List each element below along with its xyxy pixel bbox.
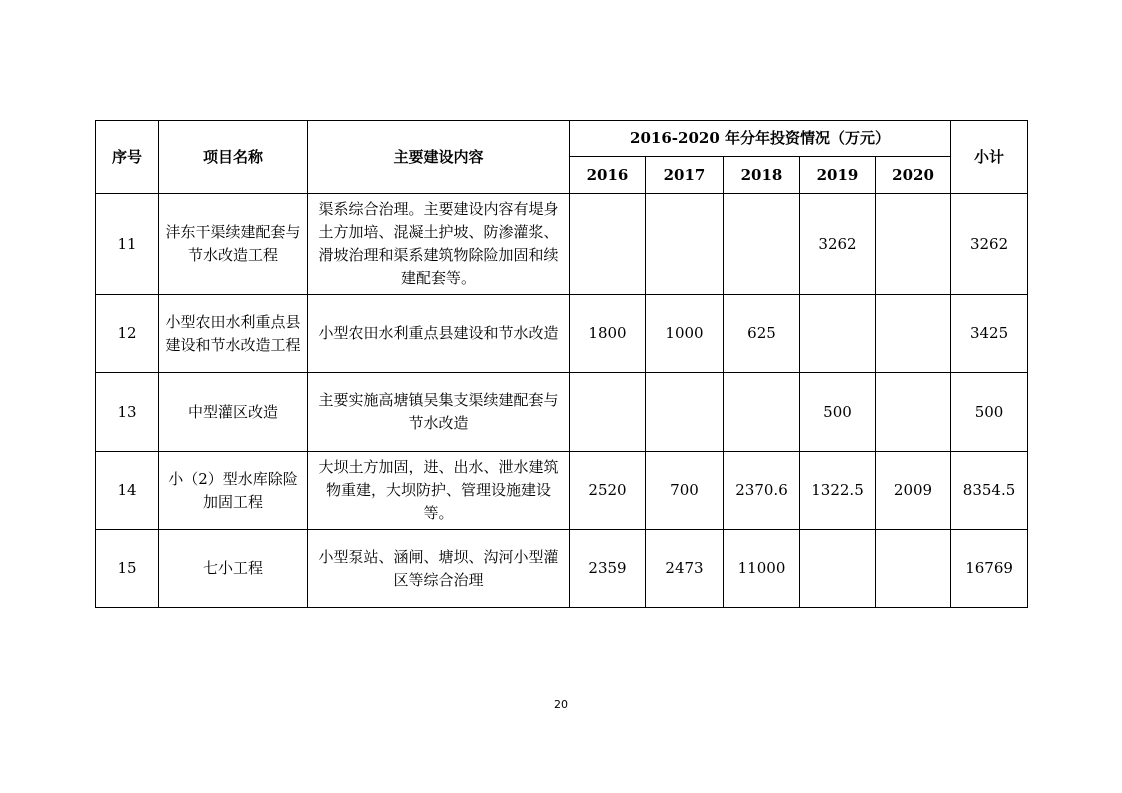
cell-2016 (570, 194, 646, 295)
cell-2016: 2359 (570, 530, 646, 608)
cell-2020: 2009 (876, 452, 951, 530)
page-number: 20 (554, 698, 568, 711)
cell-2020 (876, 295, 951, 373)
cell-2017: 1000 (646, 295, 724, 373)
cell-content: 主要实施高塘镇吴集支渠续建配套与节水改造 (308, 373, 570, 452)
cell-2020 (876, 194, 951, 295)
cell-2017: 700 (646, 452, 724, 530)
cell-subtotal: 16769 (951, 530, 1028, 608)
cell-seq: 13 (96, 373, 159, 452)
cell-2017: 2473 (646, 530, 724, 608)
cell-2019: 1322.5 (800, 452, 876, 530)
cell-subtotal: 8354.5 (951, 452, 1028, 530)
cell-project-name: 沣东干渠续建配套与节水改造工程 (159, 194, 308, 295)
header-subtotal: 小计 (951, 121, 1028, 194)
cell-2019: 3262 (800, 194, 876, 295)
cell-2017 (646, 194, 724, 295)
cell-2018 (724, 373, 800, 452)
cell-2018 (724, 194, 800, 295)
cell-seq: 14 (96, 452, 159, 530)
cell-2020 (876, 373, 951, 452)
header-project-name: 项目名称 (159, 121, 308, 194)
cell-2019 (800, 530, 876, 608)
table-row (96, 295, 1028, 373)
cell-2016: 1800 (570, 295, 646, 373)
cell-2019 (800, 295, 876, 373)
cell-content: 渠系综合治理。主要建设内容有堤身土方加培、混凝土护坡、防渗灌浆、滑坡治理和渠系建筑物除险加固和续建配套等。 (308, 194, 570, 295)
header-year-2016: 2016 (570, 157, 646, 194)
cell-project-name: 中型灌区改造 (159, 373, 308, 452)
cell-seq: 15 (96, 530, 159, 608)
header-seq: 序号 (96, 121, 159, 194)
cell-2020 (876, 530, 951, 608)
cell-project-name: 小（2）型水库除险加固工程 (159, 452, 308, 530)
cell-project-name: 小型农田水利重点县建设和节水改造工程 (159, 295, 308, 373)
table-row (96, 452, 1028, 530)
cell-2016: 2520 (570, 452, 646, 530)
cell-seq: 11 (96, 194, 159, 295)
cell-subtotal: 3262 (951, 194, 1028, 295)
header-row-1 (96, 121, 1028, 157)
cell-2018: 11000 (724, 530, 800, 608)
cell-subtotal: 3425 (951, 295, 1028, 373)
table-row (96, 194, 1028, 295)
cell-2018: 2370.6 (724, 452, 800, 530)
header-year-2017: 2017 (646, 157, 724, 194)
cell-subtotal: 500 (951, 373, 1028, 452)
cell-content: 大坝土方加固，进、出水、泄水建筑物重建，大坝防护、管理设施建设等。 (308, 452, 570, 530)
cell-2016 (570, 373, 646, 452)
cell-content: 小型泵站、涵闸、塘坝、沟河小型灌区等综合治理 (308, 530, 570, 608)
header-year-2020: 2020 (876, 157, 951, 194)
cell-project-name: 七小工程 (159, 530, 308, 608)
cell-seq: 12 (96, 295, 159, 373)
cell-2017 (646, 373, 724, 452)
table-row (96, 530, 1028, 608)
investment-table (95, 120, 1028, 608)
header-year-2019: 2019 (800, 157, 876, 194)
cell-content: 小型农田水利重点县建设和节水改造 (308, 295, 570, 373)
cell-2019: 500 (800, 373, 876, 452)
header-year-2018: 2018 (724, 157, 800, 194)
header-main-content: 主要建设内容 (308, 121, 570, 194)
header-investment-group: 2016-2020 年分年投资情况（万元） (570, 121, 951, 157)
table-row (96, 373, 1028, 452)
cell-2018: 625 (724, 295, 800, 373)
